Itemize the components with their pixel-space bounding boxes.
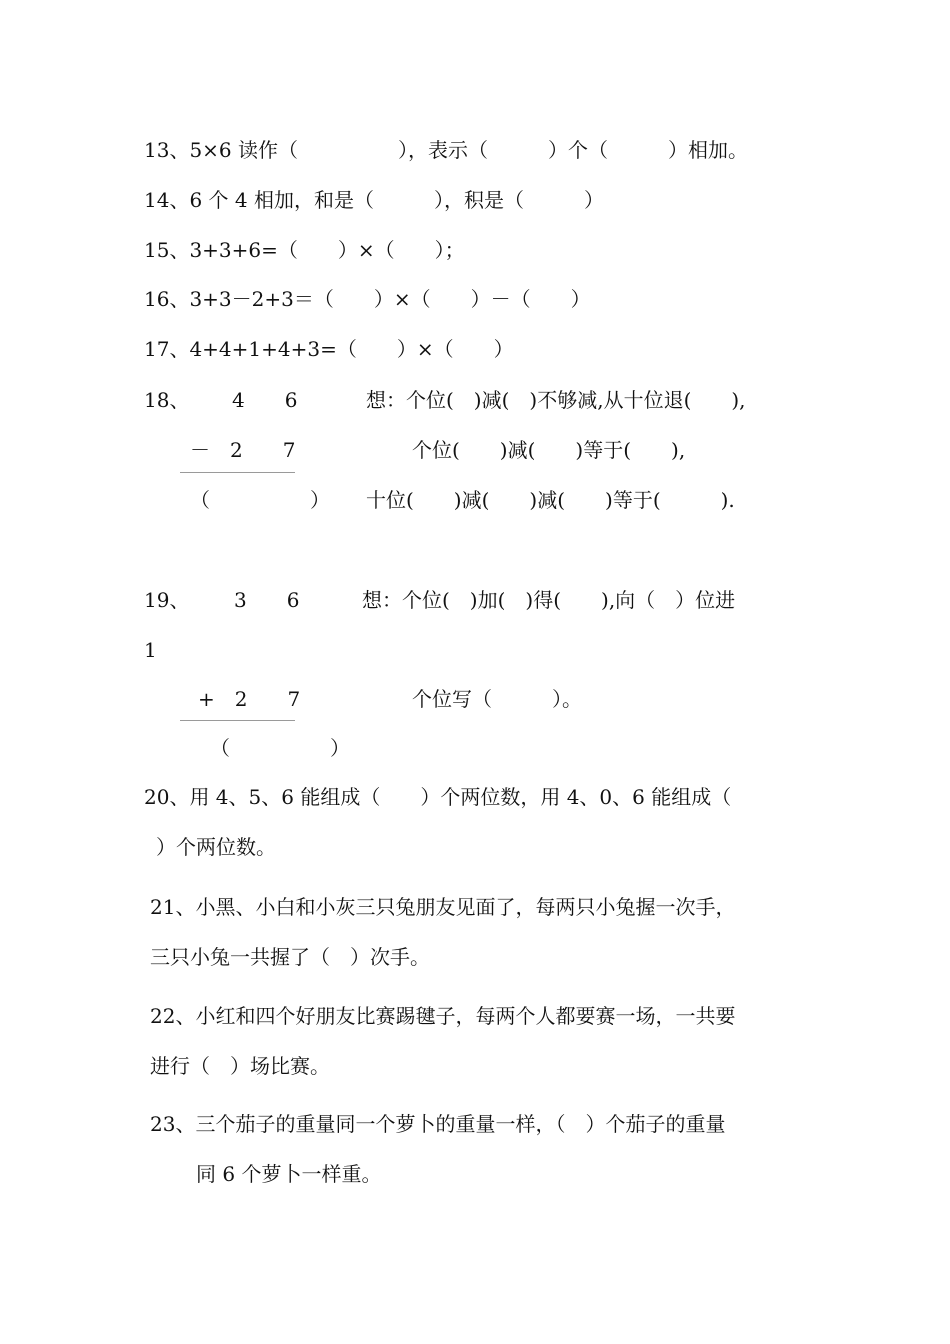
question-20-line-2: ）个两位数。 xyxy=(156,835,276,859)
question-23-line-1: 23、三个茄子的重量同一个萝卜的重量一样，（ ）个茄子的重量 xyxy=(150,1112,726,1136)
question-18-minuend: 4 6 xyxy=(232,388,298,412)
question-18-answer-blank: （ ） xyxy=(190,488,330,512)
question-19-hint-1-wrap: 1 xyxy=(144,638,157,662)
question-18-number: 18、 xyxy=(144,388,190,412)
question-19-hint-1: 想：个位( )加( )得( ),向（ ）位进 xyxy=(362,588,736,612)
question-19-sum-line xyxy=(180,720,295,721)
question-18-hint-3: 十位( )减( )减( )等于( ). xyxy=(366,488,735,512)
question-19-addend-2: + 2 7 xyxy=(198,687,301,711)
question-13: 13、5×6 读作（ ），表示（ ）个（ ）相加。 xyxy=(144,138,749,162)
question-18-hint-1: 想：个位( )减( )不够减,从十位退( ), xyxy=(366,388,746,412)
question-18-sum-line xyxy=(180,472,295,473)
question-19-addend-1: 3 6 xyxy=(234,588,300,612)
question-19-hint-2: 个位写（ ）。 xyxy=(412,687,582,711)
question-21-line-1: 21、小黑、小白和小灰三只兔朋友见面了，每两只小兔握一次手， xyxy=(150,895,736,919)
question-20-line-1: 20、用 4、5、6 能组成（ ）个两位数，用 4、0、6 能组成（ xyxy=(144,785,732,809)
question-19-number: 19、 xyxy=(144,588,190,612)
question-18-subtrahend: － 2 7 xyxy=(190,438,296,462)
question-19-answer-blank: （ ） xyxy=(210,736,350,760)
question-23-line-2: 同 6 个萝卜一样重。 xyxy=(196,1162,382,1186)
question-17: 17、4+4+1+4+3=（ ）×（ ） xyxy=(144,337,514,361)
question-18-hint-2: 个位( )减( )等于( ), xyxy=(412,438,686,462)
question-22-line-1: 22、小红和四个好朋友比赛踢毽子，每两个人都要赛一场，一共要 xyxy=(150,1004,736,1028)
question-15: 15、3+3+6=（ ）×（ ）； xyxy=(144,238,465,262)
question-16: 16、3+3－2+3＝（ ）×（ ）－（ ） xyxy=(144,287,591,311)
question-14: 14、6 个 4 相加，和是（ ），积是（ ） xyxy=(144,188,604,212)
question-21-line-2: 三只小兔一共握了（ ）次手。 xyxy=(150,945,430,969)
question-22-line-2: 进行（ ）场比赛。 xyxy=(150,1054,330,1078)
